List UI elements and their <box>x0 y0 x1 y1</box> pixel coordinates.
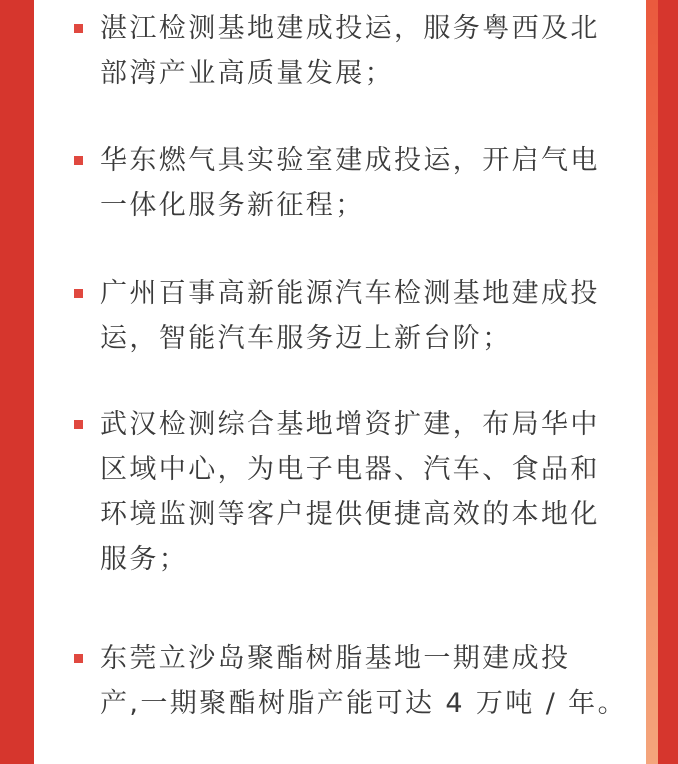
list-item-line: 服务； <box>100 544 189 575</box>
list-item-line: 产,一期聚酯树脂产能可达 4 万吨 / 年。 <box>100 688 627 719</box>
list-item <box>100 271 615 361</box>
list-item-line: 部湾产业高质量发展； <box>100 58 394 89</box>
list-item-line: 华东燃气具实验室建成投运，开启气电 <box>100 145 600 176</box>
list-item <box>100 402 615 582</box>
list-item-line: 湛江检测基地建成投运，服务粤西及北 <box>100 13 600 44</box>
list-item <box>100 6 615 96</box>
bullet-square-icon <box>74 289 83 298</box>
bullet-square-icon <box>74 156 83 165</box>
right-frame-border <box>658 0 678 764</box>
list-item-line: 环境监测等客户提供便捷高效的本地化 <box>100 499 600 530</box>
list-item <box>100 636 627 726</box>
left-frame-border <box>0 0 34 764</box>
list-item-line: 运，智能汽车服务迈上新台阶； <box>100 323 512 354</box>
list-item-line: 区域中心，为电子电器、汽车、食品和 <box>100 454 600 485</box>
list-item-line: 武汉检测综合基地增资扩建，布局华中 <box>100 409 600 440</box>
bullet-square-icon <box>74 24 83 33</box>
list-item-line: 东莞立沙岛聚酯树脂基地一期建成投 <box>100 643 571 674</box>
list-item-line: 广州百事高新能源汽车检测基地建成投 <box>100 278 600 309</box>
bullet-square-icon <box>74 654 83 663</box>
bullet-square-icon <box>74 420 83 429</box>
list-item <box>100 138 615 228</box>
list-item-line: 一体化服务新征程； <box>100 190 365 221</box>
